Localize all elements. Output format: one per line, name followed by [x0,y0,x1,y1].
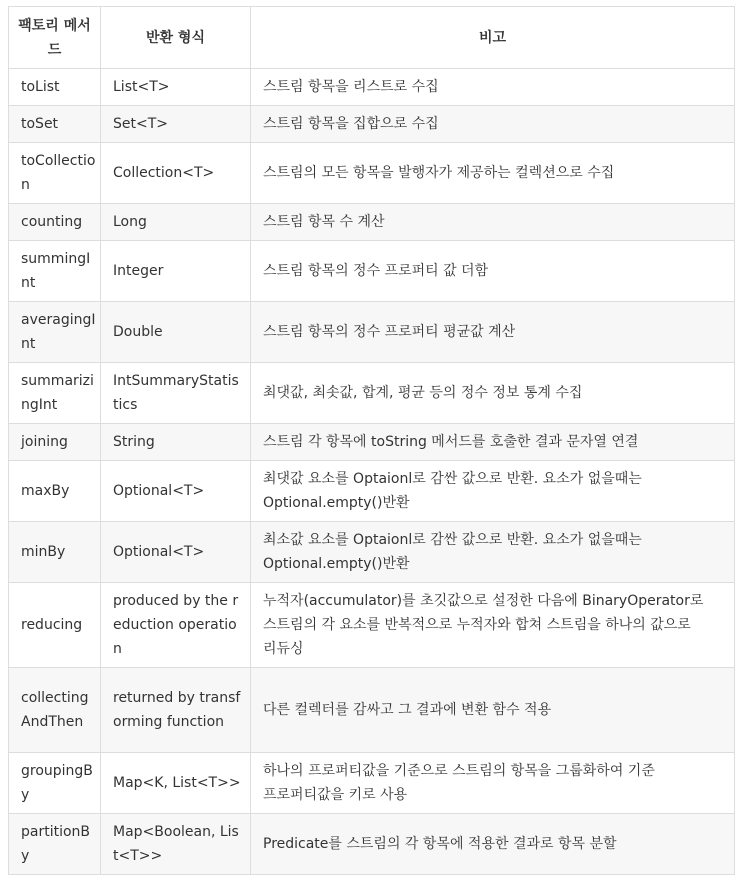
method-cell: reducing [9,583,101,668]
method-cell: minBy [9,522,101,583]
note-cell: 다른 컬렉터를 감싸고 그 결과에 변환 함수 적용 [251,668,735,753]
note-cell: 최댓값 요소를 Optaionl로 감싼 값으로 반환. 요소가 없을때는 Optional.empty()반환 [251,461,735,522]
table-body [9,69,735,875]
return-type-cell: Optional<T> [101,522,251,583]
table-row [9,241,735,302]
note-cell: 스트림 항목 수 계산 [251,204,735,241]
method-cell: toSet [9,106,101,143]
method-cell: counting [9,204,101,241]
note-cell: 최소값 요소를 Optaionl로 감싼 값으로 반환. 요소가 없을때는 Optional.empty()반환 [251,522,735,583]
table-header [9,7,735,69]
collectors-factory-table [8,6,735,875]
note-cell: 스트림 각 항목에 toString 메서드를 호출한 결과 문자열 연결 [251,424,735,461]
table-row [9,143,735,204]
return-type-cell: List<T> [101,69,251,106]
return-type-cell: Map<K, List<T>> [101,753,251,814]
table-row [9,522,735,583]
method-cell: maxBy [9,461,101,522]
table-row [9,753,735,814]
table-row [9,424,735,461]
note-cell: 하나의 프로퍼티값을 기준으로 스트림의 항목을 그룹화하여 기준 프로퍼티값을 키로 사용 [251,753,735,814]
table-row [9,814,735,875]
method-cell: summarizingInt [9,363,101,424]
return-type-cell: produced by the reduction operation [101,583,251,668]
table-row [9,106,735,143]
method-cell: collectingAndThen [9,668,101,753]
note-cell: 누적자(accumulator)를 초깃값으로 설정한 다음에 BinaryOperator로 스트림의 각 요소를 반복적으로 누적자와 합쳐 스트림을 하나의 값으로 리듀싱 [251,583,735,668]
note-cell: 스트림 항목을 리스트로 수집 [251,69,735,106]
method-cell: partitionBy [9,814,101,875]
method-cell: summingInt [9,241,101,302]
return-type-cell: Optional<T> [101,461,251,522]
return-type-cell: Map<Boolean, List<T>> [101,814,251,875]
return-type-cell: Collection<T> [101,143,251,204]
note-cell: 스트림의 모든 항목을 발행자가 제공하는 컬렉션으로 수집 [251,143,735,204]
table-row [9,302,735,363]
table-row [9,461,735,522]
note-cell: 스트림 항목을 집합으로 수집 [251,106,735,143]
return-type-cell: Set<T> [101,106,251,143]
return-type-cell: String [101,424,251,461]
note-cell: 스트림 항목의 정수 프로퍼티 값 더함 [251,241,735,302]
note-cell: 최댓값, 최솟값, 합계, 평균 등의 정수 정보 통계 수집 [251,363,735,424]
header-method: 팩토리 메서드 [9,7,101,69]
method-cell: averagingInt [9,302,101,363]
method-cell: toList [9,69,101,106]
table-row [9,204,735,241]
header-note: 비고 [251,7,735,69]
header-return-type: 반환 형식 [101,7,251,69]
method-cell: joining [9,424,101,461]
note-cell: Predicate를 스트림의 각 항목에 적용한 결과로 항목 분할 [251,814,735,875]
note-cell: 스트림 항목의 정수 프로퍼티 평균값 계산 [251,302,735,363]
table-row [9,69,735,106]
table-row [9,583,735,668]
table-row [9,363,735,424]
header-row [9,7,735,69]
return-type-cell: returned by transforming function [101,668,251,753]
return-type-cell: IntSummaryStatistics [101,363,251,424]
return-type-cell: Double [101,302,251,363]
return-type-cell: Long [101,204,251,241]
table-row [9,668,735,753]
method-cell: toCollection [9,143,101,204]
method-cell: groupingBy [9,753,101,814]
return-type-cell: Integer [101,241,251,302]
